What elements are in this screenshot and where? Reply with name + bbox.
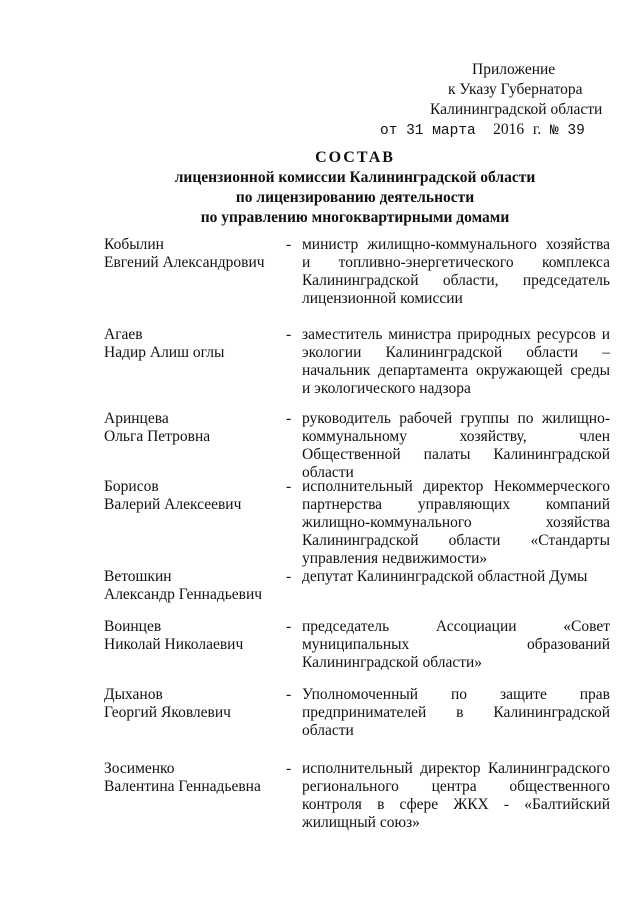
- member-given-names: Евгений Александрович: [104, 254, 265, 271]
- member-name: [104, 760, 286, 820]
- member-surname: Зосименко: [104, 760, 175, 777]
- member-name: [104, 410, 286, 478]
- member-role: депутат Калининградской областной Думы: [302, 568, 588, 585]
- appendix-date-line: [380, 120, 610, 141]
- member-given-names: Александр Геннадьевич: [104, 586, 263, 603]
- member-dash: -: [286, 326, 292, 343]
- appendix-region: Калининградской области: [430, 101, 603, 118]
- member-role: министр жилищно-коммунального хозяйства и топливно-энергетического комплекса Калининградской области, председатель лицензионной комиссии: [302, 236, 610, 307]
- member-surname: Агаев: [104, 326, 143, 343]
- member-role: Уполномоченный по защите прав предпринимателей в Калининградской области: [302, 686, 610, 739]
- member-name: [104, 478, 286, 568]
- member-entry: [104, 236, 610, 326]
- member-dash: -: [286, 568, 292, 585]
- member-surname: Кобылин: [104, 236, 164, 253]
- member-surname: Дыханов: [104, 686, 163, 703]
- member-given-names: Николай Николаевич: [104, 636, 244, 653]
- member-role: исполнительный директор Некоммерческого партнерства управляющих компаний жилищно-коммунального хозяйства Калининградской области «Стандарты управления недвижимости»: [302, 478, 610, 567]
- member-name: [104, 326, 286, 410]
- member-given-names: Валентина Геннадьевна: [104, 778, 261, 795]
- member-given-names: Георгий Яковлевич: [104, 704, 231, 721]
- member-name: [104, 618, 286, 686]
- title-line: лицензионной комиссии Калининградской области: [174, 169, 536, 186]
- appendix-year-suffix: г.: [532, 121, 542, 138]
- member-entry: [104, 410, 610, 481]
- member-dash: -: [286, 618, 292, 635]
- member-dash: -: [286, 760, 292, 777]
- member-dash: -: [286, 478, 292, 495]
- member-given-names: Валерий Алексеевич: [104, 496, 242, 513]
- appendix-number: № 39: [550, 123, 585, 139]
- member-dash: -: [286, 686, 292, 703]
- member-role: заместитель министра природных ресурсов и экологии Калининградской области – начальник департамента окружающей среды и экологического надзора: [302, 326, 610, 397]
- member-entry: [104, 760, 610, 831]
- appendix-year: 2016: [493, 121, 525, 138]
- members-list: [104, 236, 610, 831]
- member-dash: -: [286, 236, 292, 253]
- member-name: [104, 568, 286, 618]
- member-given-names: Ольга Петровна: [104, 428, 211, 445]
- member-surname: Борисов: [104, 478, 159, 495]
- appendix-date: от 31 марта: [380, 123, 476, 139]
- member-surname: Ветошкин: [104, 568, 172, 585]
- member-entry: [104, 326, 610, 410]
- member-entry: [104, 478, 610, 568]
- appendix-block: [380, 60, 610, 141]
- appendix-label: Приложение: [472, 61, 556, 78]
- member-entry: [104, 686, 610, 760]
- member-role: руководитель рабочей группы по жилищно-коммунальному хозяйству, член Общественной палаты Калининградской области: [302, 410, 610, 481]
- member-name: [104, 686, 286, 760]
- title-line: по управлению многоквартирными домами: [200, 209, 510, 226]
- title-heading: СОСТАВ: [315, 149, 395, 166]
- title-line: по лицензированию деятельности: [235, 189, 475, 206]
- member-role: председатель Ассоциации «Совет муниципальных образований Калининградской области»: [302, 618, 610, 671]
- member-surname: Воинцев: [104, 618, 162, 635]
- member-name: [104, 236, 286, 326]
- member-surname: Аринцева: [104, 410, 169, 427]
- member-role: исполнительный директор Калининградского регионального центра общественного контроля в сфере ЖКХ - «Балтийский жилищный союз»: [302, 760, 610, 831]
- appendix-decree-ref: к Указу Губернатора: [448, 81, 583, 98]
- member-entry: [104, 618, 610, 686]
- member-entry: [104, 568, 610, 618]
- member-given-names: Надир Алиш оглы: [104, 344, 225, 361]
- document-title: [0, 148, 640, 228]
- member-dash: -: [286, 410, 292, 427]
